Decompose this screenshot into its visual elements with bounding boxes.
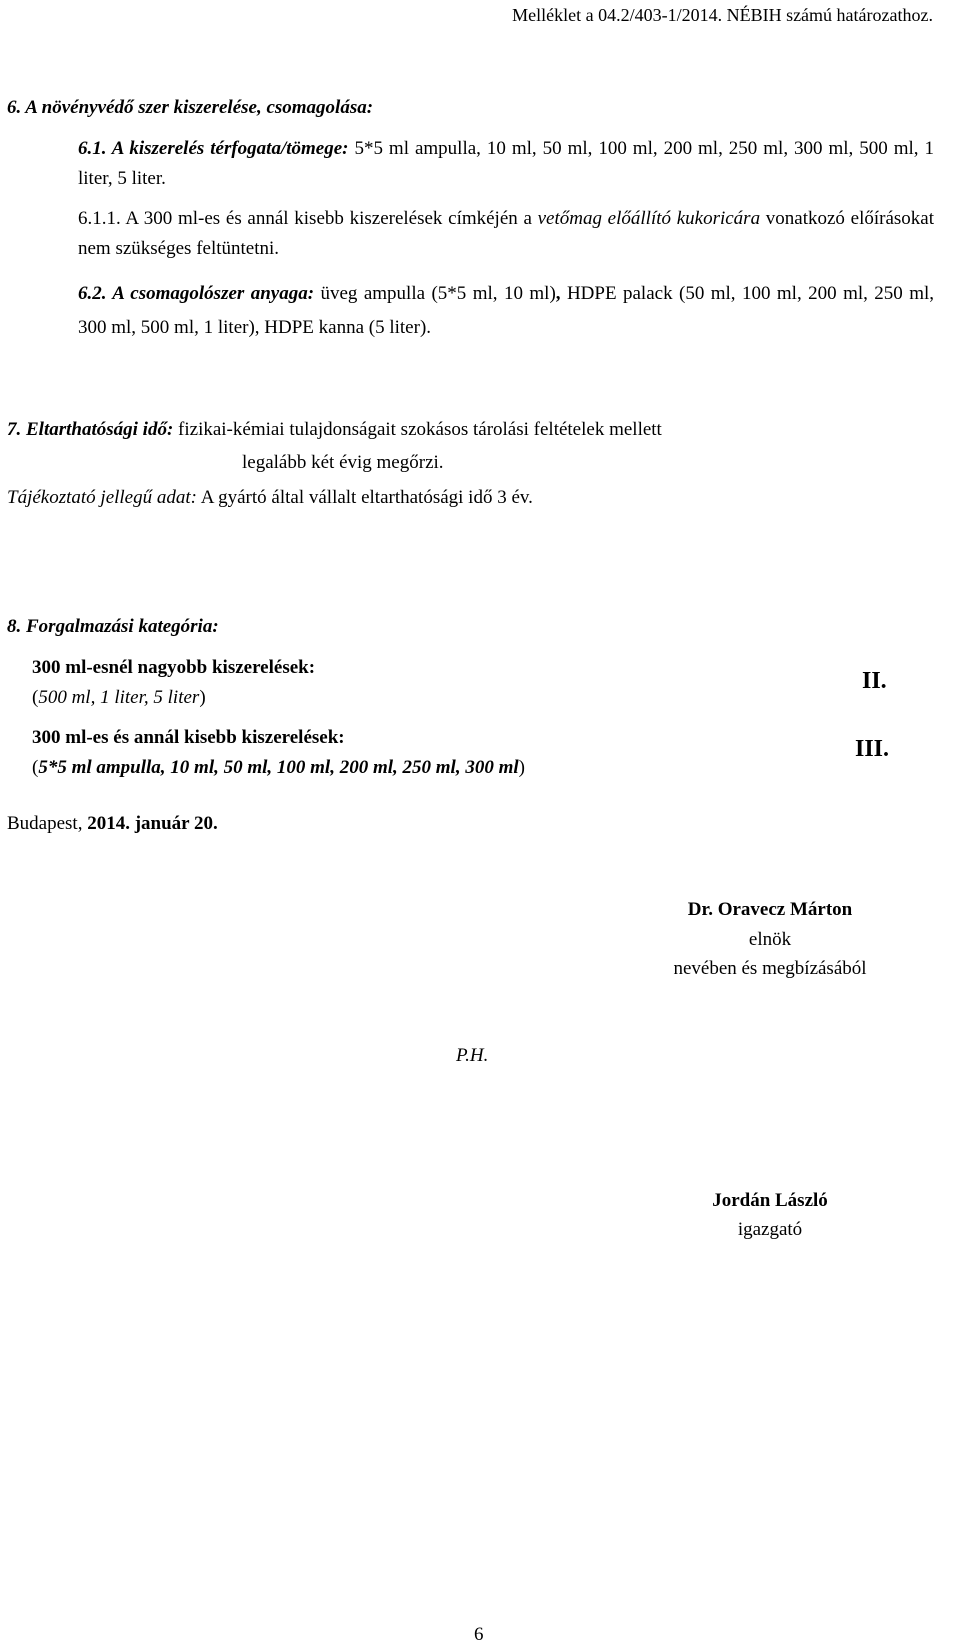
paragraph-6-1-1-text2: vonatkozó előírásokat nem szükséges feltüntetni.	[78, 208, 934, 259]
stamp-placeholder: P.H.	[456, 1045, 489, 1066]
place-city: Budapest,	[7, 813, 83, 834]
page-header: Melléklet a 04.2/403-1/2014. NÉBIH számú határozathoz.	[512, 5, 933, 25]
signer-1-block	[620, 898, 920, 981]
category-row-1-detail: (500 ml, 1 liter, 5 liter)	[32, 687, 206, 708]
section-7-label: 7. Eltarthatósági idő:	[7, 419, 174, 440]
section-7-info-text: A gyártó által vállalt eltarthatósági idő 3 év.	[200, 487, 533, 508]
signer-2-title: igazgató	[737, 1219, 803, 1240]
paragraph-6-1-1-text1: A 300 ml-es és annál kisebb kiszerelések címkéjén a	[125, 208, 532, 229]
paragraph-6-1-label: 6.1. A kiszerelés térfogata/tömege:	[78, 138, 349, 159]
section-7-text2: legalább két évig megőrzi.	[242, 452, 444, 473]
category-row-2-value: III.	[855, 736, 890, 762]
section-7	[7, 418, 662, 442]
section-7-text1: fizikai-kémiai tulajdonságait szokásos tárolási feltételek mellett	[178, 419, 662, 440]
signer-1-title: elnök	[748, 929, 792, 950]
category-row-2-detail: (5*5 ml ampulla, 10 ml, 50 ml, 100 ml, 200 ml, 250 ml, 300 ml)	[32, 757, 525, 778]
paragraph-6-1-1-number: 6.1.1.	[78, 208, 121, 229]
page-number: 6	[474, 1624, 484, 1645]
paragraph-6-1-1-italic: vetőmag előállító kukoricára	[537, 208, 761, 229]
section-7-info-label: Tájékoztató jellegű adat:	[7, 487, 197, 508]
category-row-1-title: 300 ml-esnél nagyobb kiszerelések:	[32, 657, 316, 678]
category-row-1-value: II.	[862, 668, 887, 694]
paragraph-6-1-1	[78, 204, 934, 264]
section-8-heading: 8. Forgalmazási kategória:	[7, 616, 219, 637]
place-date-value: 2014. január 20.	[87, 813, 218, 834]
signer-1-note: nevében és megbízásából	[673, 958, 867, 979]
paragraph-6-2-text2: HDPE palack (50 ml, 100 ml, 200 ml, 250 ml, 300 ml, 500 ml, 1 liter), HDPE kanna (5 liter).	[78, 283, 935, 338]
paragraph-6-2-label: 6.2. A csomagolószer anyaga:	[78, 283, 315, 304]
paragraph-6-2	[78, 277, 934, 345]
signer-1-name: Dr. Oravecz Márton	[687, 899, 853, 920]
signer-2-block	[620, 1189, 920, 1242]
section-6-heading: 6. A növényvédő szer kiszerelése, csomagolása:	[7, 97, 374, 118]
paragraph-6-1-text: 5*5 ml ampulla, 10 ml, 50 ml, 100 ml, 200 ml, 250 ml, 300 ml, 500 ml, 1 liter, 5 liter.	[78, 138, 934, 189]
place-date	[7, 812, 218, 836]
paragraph-6-2-text1: üveg ampulla (5*5 ml, 10 ml)	[320, 283, 556, 304]
paragraph-6-2-comma: ,	[555, 283, 561, 304]
paragraph-6-1	[78, 134, 934, 194]
category-row-2-title: 300 ml-es és annál kisebb kiszerelések:	[32, 727, 345, 748]
section-7-info	[7, 486, 533, 510]
signer-2-name: Jordán László	[712, 1190, 828, 1211]
